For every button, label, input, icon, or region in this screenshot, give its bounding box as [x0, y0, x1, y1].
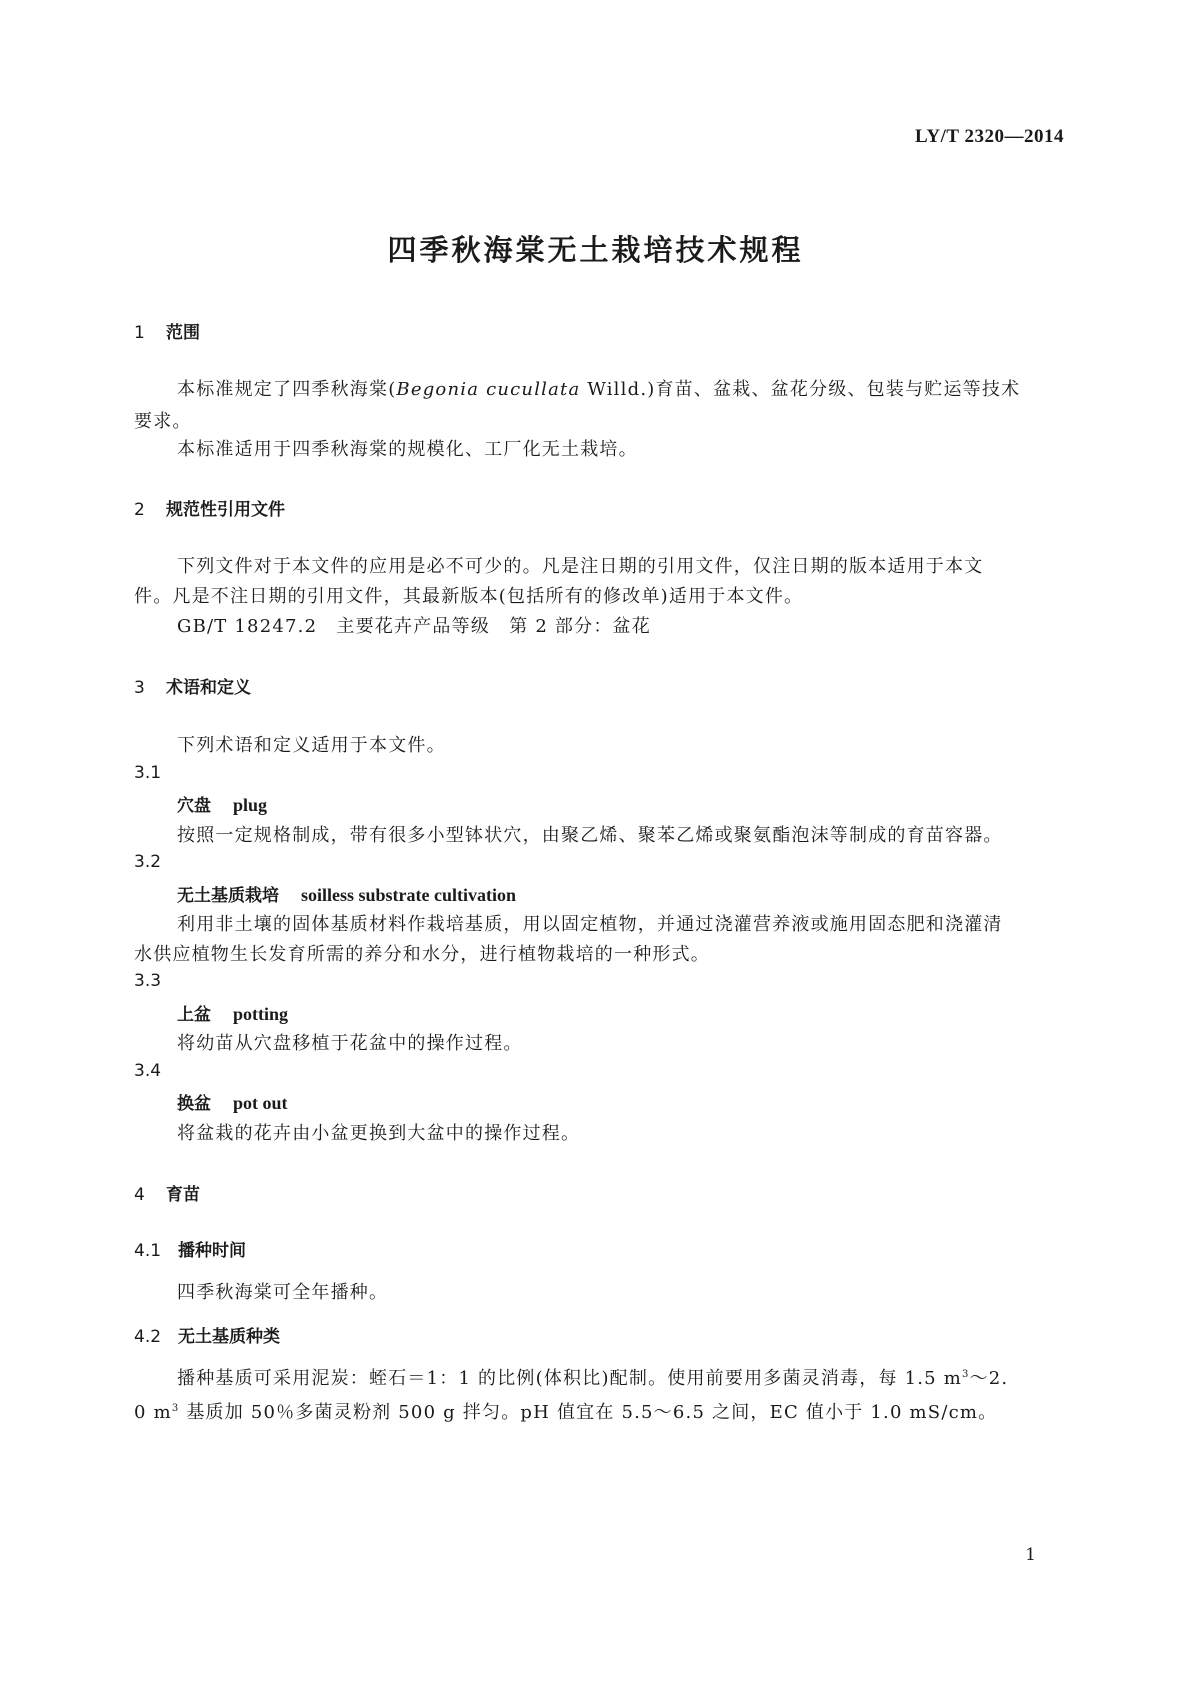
text-run: 基质加 50％多菌灵粉剂 500 g 拌匀。pH 值宜在 5.5～6.5 之间，EC 值小于 1.0 mS/cm。: [179, 1402, 998, 1423]
text-run: Willd.)育苗、盆栽、盆花分级、包装与贮运等技术: [580, 379, 1021, 400]
section-title: 无土基质种类: [178, 1327, 280, 1347]
paragraph: [177, 375, 1020, 401]
species-name: Begonia cucullata: [396, 379, 581, 400]
section-number: 4.1: [134, 1241, 162, 1261]
section-number: 4: [134, 1185, 145, 1205]
superscript: 3: [962, 1369, 970, 1380]
paragraph: 下列术语和定义适用于本文件。: [177, 735, 446, 756]
term-chinese: 穴盘: [177, 796, 211, 816]
term-number: 3.4: [134, 1061, 162, 1081]
section-title: 范围: [166, 323, 200, 343]
section-number: 3: [134, 678, 145, 698]
term-chinese: 上盆: [177, 1005, 211, 1025]
text-run: 播种基质可采用泥炭：蛭石＝1：1 的比例(体积比)配制。使用前要用多菌灵消毒，每 1.5 m: [177, 1368, 963, 1389]
term-definition: 将盆栽的花卉由小盆更换到大盆中的操作过程。: [177, 1123, 581, 1144]
superscript: 3: [171, 1403, 180, 1414]
term-number: 3.2: [134, 852, 162, 872]
term-chinese: 换盆: [177, 1094, 211, 1114]
section-1-heading: [134, 318, 200, 343]
term-title: [177, 791, 267, 816]
normative-reference: GB/T 18247.2 主要花卉产品等级 第 2 部分：盆花: [177, 616, 651, 637]
page-number: 1: [1025, 1545, 1036, 1565]
term-english: plug: [233, 795, 268, 815]
paragraph-continuation: 件。凡是不注日期的引用文件，其最新版本(包括所有的修改单)适用于本文件。: [134, 586, 804, 607]
term-number: 3.1: [134, 763, 162, 783]
term-definition-continuation: 水供应植物生长发育所需的养分和水分，进行植物栽培的一种形式。: [134, 944, 710, 965]
text-run: 0 m: [134, 1402, 172, 1423]
paragraph: 下列文件对于本文件的应用是必不可少的。凡是注日期的引用文件，仅注日期的版本适用于本文: [177, 556, 984, 577]
term-title: [177, 1000, 288, 1025]
term-english: soilless substrate cultivation: [301, 885, 517, 905]
term-title: [177, 1089, 288, 1114]
term-definition: 利用非土壤的固体基质材料作栽培基质，用以固定植物，并通过浇灌营养液或施用固态肥和浇灌清: [177, 914, 1003, 935]
paragraph: 四季秋海棠可全年播种。: [177, 1282, 389, 1303]
section-number: 2: [134, 500, 145, 520]
paragraph-continuation: [134, 1398, 997, 1424]
section-4-heading: [134, 1180, 200, 1205]
term-number: 3.3: [134, 971, 162, 991]
term-english: potting: [233, 1004, 289, 1024]
section-title: 规范性引用文件: [166, 500, 285, 520]
text-run: ～2.: [969, 1368, 1009, 1389]
section-title: 术语和定义: [166, 678, 251, 698]
term-definition: 按照一定规格制成，带有很多小型钵状穴，由聚乙烯、聚苯乙烯或聚氨酯泡沫等制成的育苗容器。: [177, 825, 1003, 846]
standard-code: LY/T 2320—2014: [914, 126, 1064, 147]
document-title: 四季秋海棠无土栽培技术规程: [387, 233, 804, 267]
section-2-heading: [134, 495, 285, 520]
section-title: 播种时间: [178, 1241, 246, 1261]
section-number: 1: [134, 323, 145, 343]
term-chinese: 无土基质栽培: [177, 886, 279, 906]
paragraph: 本标准适用于四季秋海棠的规模化、工厂化无土栽培。: [177, 439, 638, 460]
paragraph: [177, 1364, 1008, 1390]
section-title: 育苗: [166, 1185, 200, 1205]
text-run: 本标准规定了四季秋海棠(: [177, 379, 397, 400]
paragraph-continuation: 要求。: [134, 411, 192, 432]
section-number: 4.2: [134, 1327, 162, 1347]
subsection-4-2-heading: [134, 1322, 280, 1347]
term-definition: 将幼苗从穴盘移植于花盆中的操作过程。: [177, 1033, 523, 1054]
term-english: pot out: [233, 1093, 288, 1113]
section-3-heading: [134, 673, 251, 698]
term-title: [177, 881, 516, 906]
subsection-4-1-heading: [134, 1236, 246, 1261]
